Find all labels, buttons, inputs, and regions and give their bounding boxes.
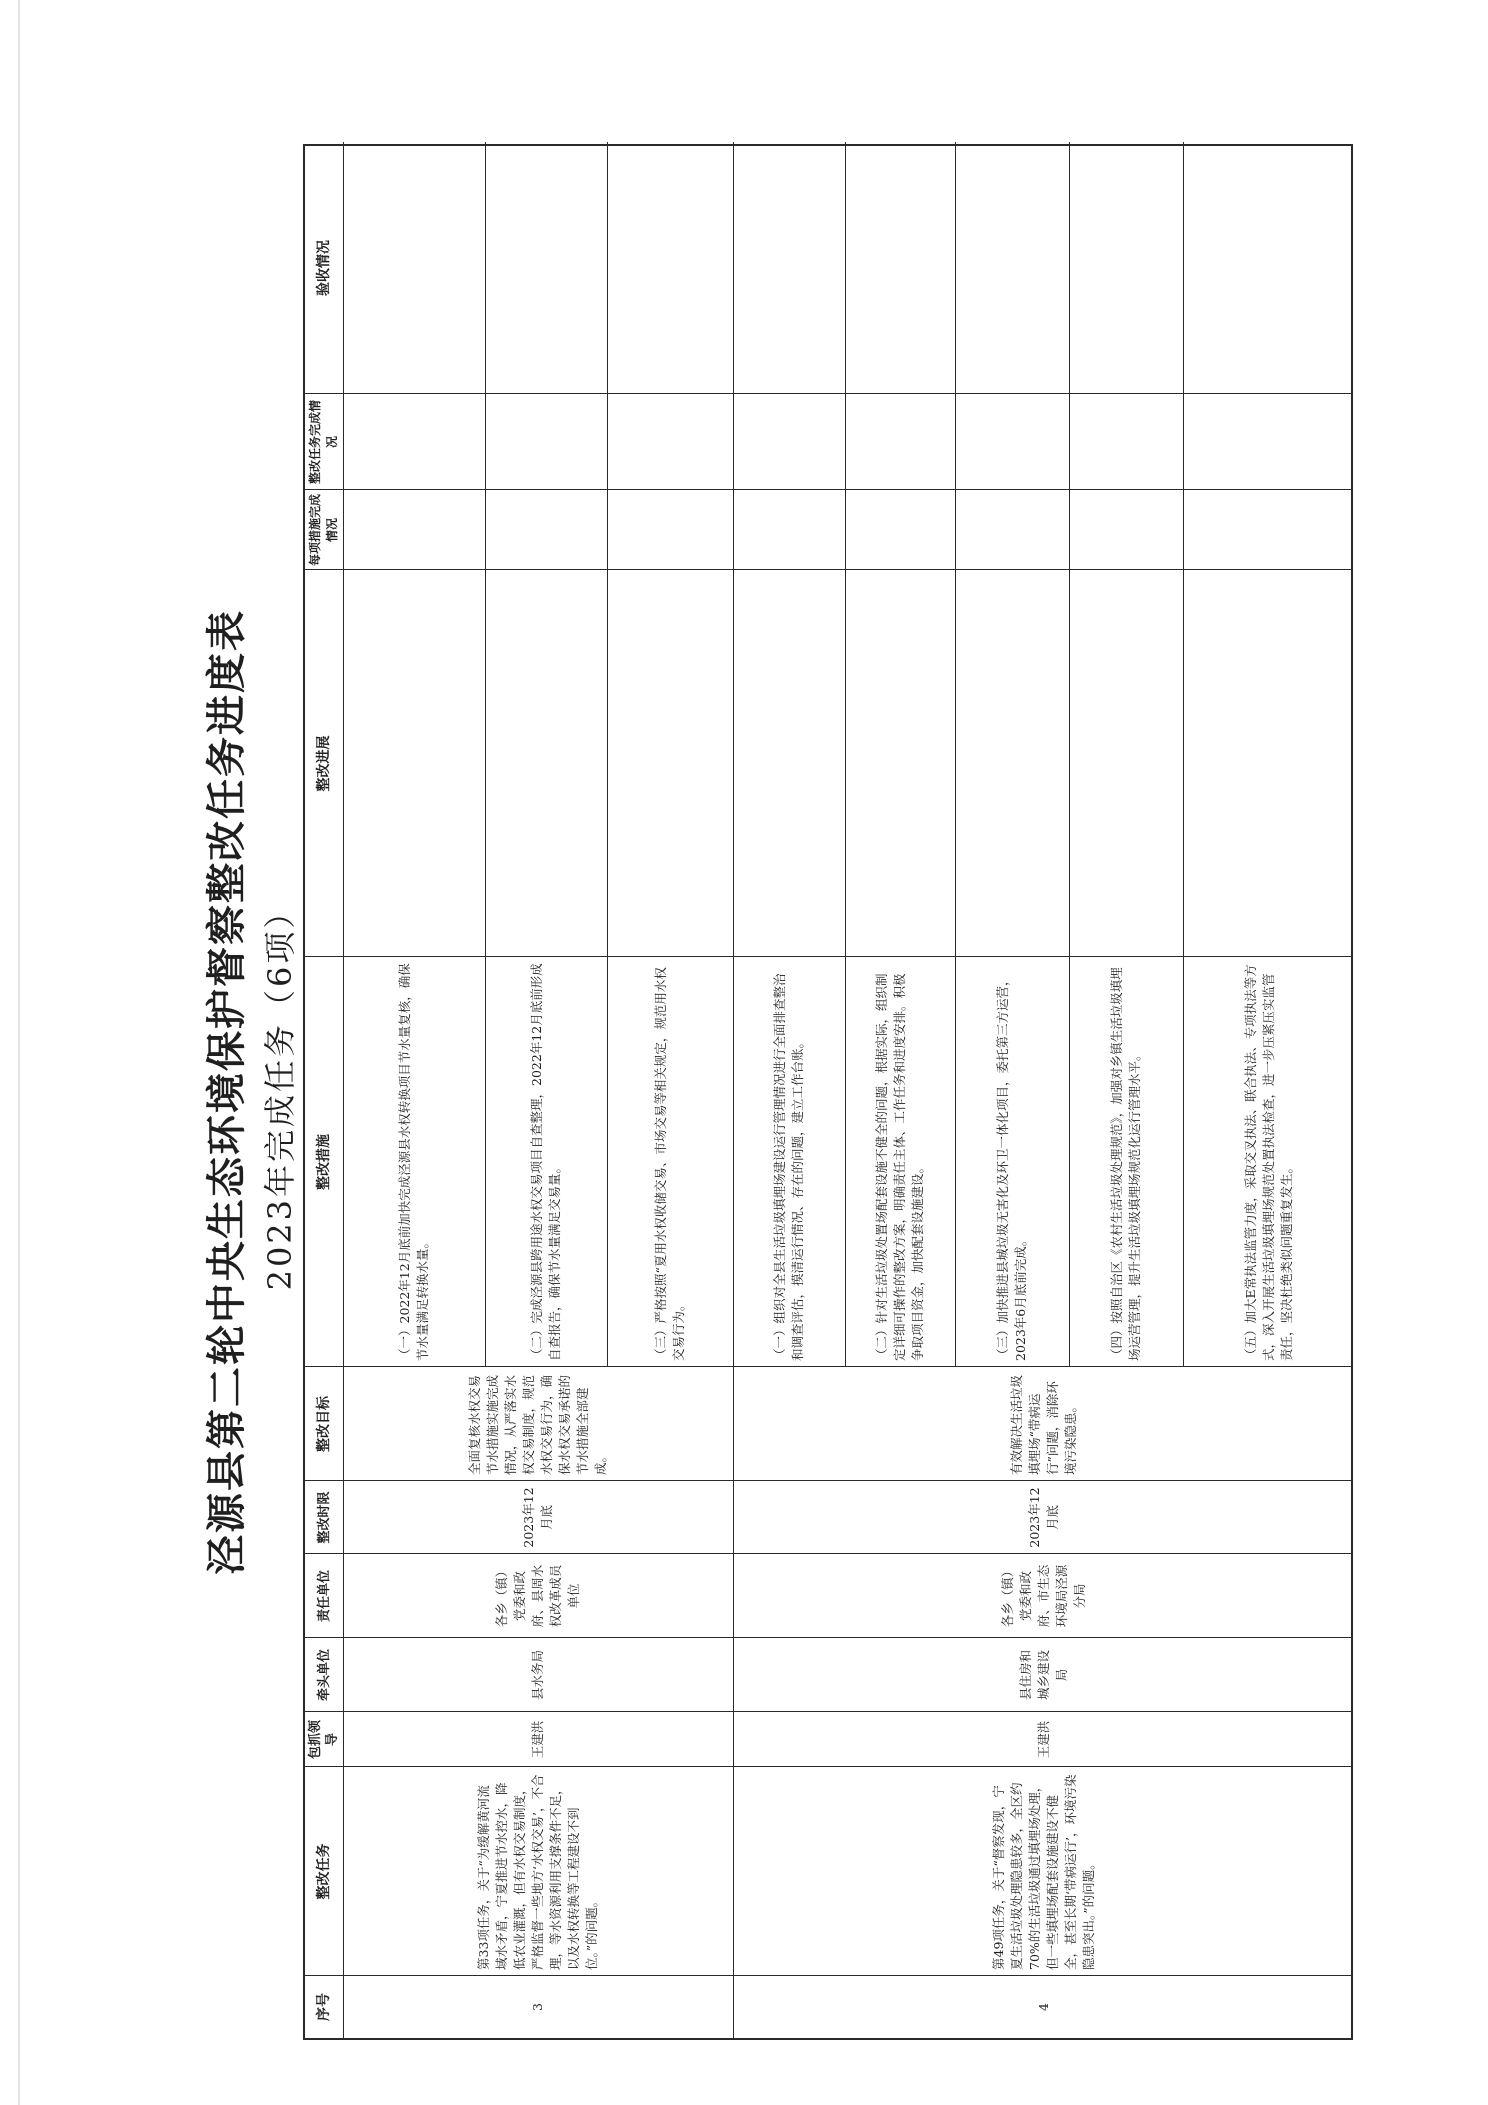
header-deadline: 整改时限 — [316, 1491, 332, 1544]
row-4-measure-2: （二）针对生活垃圾处置场配套设施不健全的问题，根据实际，组织制定详细可操作的整改方案，明确责任主体、工作任务和进度安排。积极争取项目资金，加快配套设施建设。 — [874, 973, 925, 1361]
row-4-seq: 4 — [1036, 2003, 1051, 2011]
progress-table — [303, 144, 1353, 2040]
row-3-lead-unit: 县水务局 — [530, 1650, 545, 1701]
row-4-measure-4: （四）按照自治区《农村生活垃圾处理规范》，加强对乡镇生活垃圾填埋场运营管理，提升生活垃圾填埋场规范化运行管理水平。 — [1109, 967, 1142, 1361]
header-leader: 包抓领导 — [308, 1720, 340, 1760]
row-3-measure-3: （三）严格按照“夏用水权收储交易、市场交易等相关规定，规范用水权交易行为。 — [653, 967, 686, 1361]
row-3-task: 第33项任务，关于“为缓解黄河流域水矛盾，宁夏推进节水控水，降低农业灌溉，但有水权交易制度，严格监督一些地方‘水权交易’，不合理，等水资源利用支撑条件不足，以及水权转换等工程建设不到位。”的问题。 — [476, 1774, 599, 1970]
header-task: 整改任务 — [315, 1843, 332, 1900]
row-4-measure-1: （一）组织对全县生活垃圾填埋场建设运行管理情况进行全面排查整治和调查评估，摸清运行情况、存在的问题，建立工作台账。 — [772, 973, 805, 1361]
header-acceptance: 验收情况 — [315, 240, 332, 296]
header-measures: 整改措施 — [315, 1134, 332, 1190]
header-task-status: 整改任务完成情况 — [308, 400, 339, 485]
row-4-leader: 王建洪 — [1036, 1720, 1051, 1759]
rotated-page — [195, 144, 1355, 2040]
scan-edge — [18, 0, 20, 2105]
row-4-goal: 有效解决生活垃圾填埋场“带病运行”问题，消除环境污染隐患。 — [1009, 1374, 1078, 1475]
row-3-leader: 王建洪 — [530, 1720, 545, 1759]
row-3-seq: 3 — [530, 2003, 545, 2011]
header-resp-unit: 责任单位 — [316, 1570, 332, 1623]
document-subtitle: 2023年完成任务（6项） — [261, 893, 299, 1291]
header-seq: 序号 — [315, 1993, 332, 2021]
row-4-measure-5: （五）加大E常执法监管力度，采取交叉执法、联合执法、专项执法等方式，深入开展生活垃圾填埋场规范处置执法检查，进一步压紧压实监管责任，坚决杜绝类似问题重复发生。 — [1243, 964, 1294, 1361]
row-4-task: 第49项任务，关于“督察发现，宁夏生活垃圾处理隐患较多，全区约70%的生活垃圾通过填埋场处理，但一些填埋场配套设施建设不健全，甚至长期‘带病运行’，环境污染隐患突出。”的问题。 — [991, 1774, 1096, 1970]
header-progress: 整改进展 — [315, 735, 332, 792]
row-3-resp-unit: 各乡（镇）党委和政府、县周水权改革成员单位 — [494, 1564, 581, 1628]
row-3-goal: 全面复核水权交易节水措施实施完成情况，从严落实水权交易制度，规范水权交易行为，确保水权交易承诺的节水措施全部建成。 — [467, 1374, 608, 1475]
row-4-lead-unit: 县住房和城乡建设局 — [1018, 1650, 1069, 1701]
row-3-measure-1: （一）2022年12月底前加快完成泾源县水权转换项目节水量复核，确保节水量满足转换水量。 — [397, 963, 430, 1361]
document-title: 泾源县第二轮中央生态环境保护督察整改任务进度表 — [204, 609, 250, 1575]
row-3-measure-2: （二）完成泾源县跨用途水权交易项目自查整理，2022年12月底前形成自查报告，确保节水量满足交易量。 — [529, 963, 562, 1361]
row-4-resp-unit: 各乡（镇）党委和政府、市生态环境局泾源分局 — [1000, 1564, 1087, 1628]
row-4-deadline: 2023年12月底 — [1027, 1487, 1060, 1548]
header-lead-unit: 牵头单位 — [316, 1649, 332, 1702]
header-measure-status: 每项措施完成情况 — [308, 494, 339, 567]
row-4-measure-3: （三）加快推进县城垃圾无害化及环卫一体化项目，委托第三方运营，2023年6月底前完成。 — [995, 973, 1028, 1361]
header-goal: 整改目标 — [315, 1396, 332, 1452]
row-3-deadline: 2023年12月底 — [521, 1487, 554, 1548]
